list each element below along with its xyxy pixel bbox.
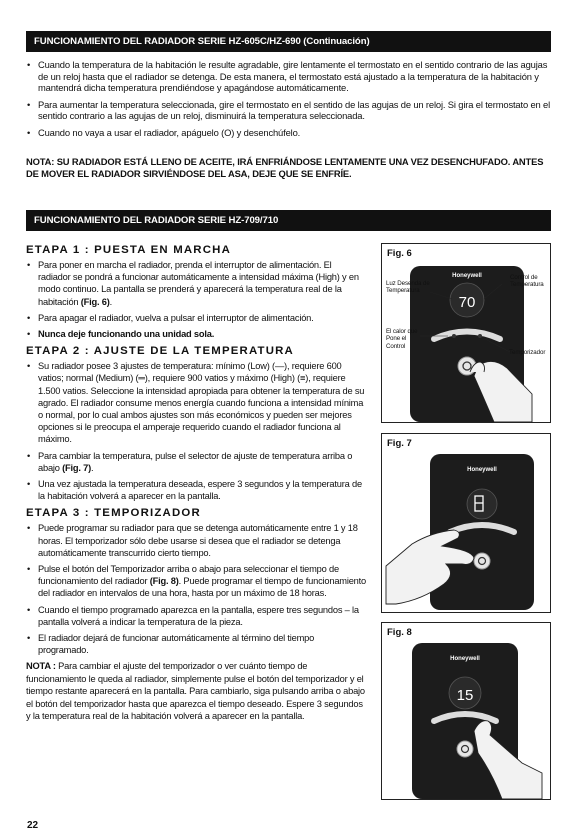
text: Pulse el botón del Temporizador arriba o abajo para seleccionar el tiempo de funcionamiento del radiador [38, 564, 339, 587]
etapa3-title: ETAPA 3 : TEMPORIZADOR [26, 507, 201, 520]
fig6-label: Fig. 6 [387, 248, 412, 259]
warning-text: Nunca deje funcionando una unidad sola. [38, 329, 215, 340]
display-window [467, 489, 497, 519]
figure-8 [381, 622, 551, 800]
callout-luz: Luz Desenda de Temperatura [386, 280, 430, 295]
display-reading: 70 [458, 294, 476, 311]
fig7-label: Fig. 7 [387, 438, 412, 449]
callout-control: Control de Temperatura [510, 274, 544, 289]
note-label: NOTA : [26, 661, 56, 672]
instructions-column [26, 243, 366, 723]
section-header-hz605c: FUNCIONAMIENTO DEL RADIADOR SERIE HZ-605C/HZ-690 (Continuación) [26, 31, 551, 52]
fig7-illustration [382, 434, 552, 614]
list-item: • Para aumentar la temperatura seleccionada, gire el termostato en el sentido de las agujas de un reloj. Si gira el termostato en el sentido contrario a las agujas de un reloj, disminuirá la temperatura seleccionada. [26, 99, 552, 122]
list-item [26, 563, 366, 600]
fig8-illustration [382, 623, 552, 801]
list-item: • Una vez ajustada la temperatura deseada, espere 3 segundos y la temperatura de la habitación volverá a aparecer en la pantalla. [26, 478, 366, 502]
figure-ref: (Fig. 7) [62, 462, 92, 473]
list-item: • Cuando la temperatura de la habitación le resulte agradable, gire lentamente el termostato en el sentido contrario de las agujas de un reloj hasta que el radiador se detenga. De esta manera, el termostato está ajustado a la temperatura de la habitación y mantendrá dicha temperatura prendiéndose y apagándose automáticamente. [26, 59, 552, 94]
list-item: • Su radiador posee 3 ajustes de temperatura: mínimo (Low) (—), requiere 600 vatios; normal (Medium) (═), requiere 900 vatios y máximo (High) (≡), requiere 1.500 vatios. Seleccione la intensidad apropiada para obtener la temperatura de su agrado. El radiador consume menos energía cuando funciona a intensidad mínima o normal, por lo cual ambos ajustes son más económicos y pueden ser mejores opciones si le preocupa el amperaje requerido cuando el radiador funciona al máximo. [26, 360, 366, 445]
brand-logo: Honeywell [467, 467, 497, 473]
display-reading: 15 [456, 687, 474, 704]
brand-logo: Honeywell [450, 656, 480, 662]
fig8-label: Fig. 8 [387, 627, 412, 638]
list-item: • El radiador dejará de funcionar automáticamente al término del tiempo programado. [26, 632, 366, 656]
figure-ref: (Fig. 8) [149, 576, 179, 587]
figure-7 [381, 433, 551, 613]
callout-temporizador: Temporizador [509, 349, 546, 356]
list-item [26, 328, 366, 340]
callout-calor: El calor que Pone el Control [386, 328, 418, 350]
etapa1-bullets [26, 259, 366, 340]
note-text: Para cambiar el ajuste del temporizador o ver cuánto tiempo de funcionamiento le queda al radiador, simplemente pulse el botón del temporizador y el tiempo restante aparecerá en la pantalla. Para cambiarlo, siga pulsando arriba o abajo el botón del temporizador hasta que aparezca el tiempo deseado. Espere 3 segundos y la temperatura real de la habitación volverá a aparecer en la pantalla. [26, 661, 365, 722]
section1-note: NOTA: SU RADIADOR ESTÁ LLENO DE ACEITE, IRÁ ENFRIÁNDOSE LENTAMENTE UNA VEZ DESENCHUFADO. ANTES DE MOVER EL RADIADOR SIRVIÉNDOSE DEL ASA, DEJE QUE SE ENFRÍE. [26, 156, 544, 180]
list-item [26, 450, 366, 474]
page-number: 22 [27, 820, 39, 831]
section-header-hz709: FUNCIONAMIENTO DEL RADIADOR SERIE HZ-709/710 [26, 210, 551, 231]
power-button [457, 741, 473, 757]
figure-ref: (Fig. 6) [80, 296, 110, 307]
text: . Puede programar el tiempo de funcionamiento del radiador en intervalos de una hora, hasta por un máximo de 18 horas. [38, 576, 366, 599]
brand-logo: Honeywell [452, 273, 482, 279]
etapa3-bullets [26, 522, 366, 656]
text: Para cambiar la temperatura, pulse el selector de ajuste de temperatura arriba o abajo [38, 450, 353, 473]
heat-button-icon [452, 334, 456, 338]
etapa1-title: ETAPA 1 : PUESTA EN MARCHA [26, 244, 232, 256]
figure-6 [381, 243, 551, 423]
timer-button-icon [478, 334, 482, 338]
text: . [109, 296, 113, 307]
list-item: • Cuando no vaya a usar el radiador, apáguelo (O) y desenchúfelo. [26, 127, 552, 139]
text: Para poner en marcha el radiador, prenda el interruptor de alimentación. El radiador se pondrá a funcionar automáticamente a intensidad máxima (High) y en modo continuo. La pantalla se prenderá y aparecerá la temperatura real de la habitación [38, 260, 359, 307]
power-button [474, 553, 490, 569]
section2-note [26, 660, 366, 723]
etapa2-bullets [26, 360, 366, 502]
text: . [91, 462, 94, 473]
list-item [26, 259, 366, 308]
section1-bullets [26, 59, 552, 144]
list-item: • Cuando el tiempo programado aparezca en la pantalla, espere tres segundos – la pantalla volverá a indicar la temperatura de la pieza. [26, 604, 366, 628]
list-item: • Puede programar su radiador para que se detenga automáticamente entre 1 y 18 horas. El temporizador sólo debe usarse si desea que el radiador se detenga automáticamente transcurrido cierto tiempo. [26, 522, 366, 559]
etapa2-title: ETAPA 2 : AJUSTE DE LA TEMPERATURA [26, 345, 294, 358]
list-item: • Para apagar el radiador, vuelva a pulsar el interruptor de alimentación. [26, 312, 366, 324]
